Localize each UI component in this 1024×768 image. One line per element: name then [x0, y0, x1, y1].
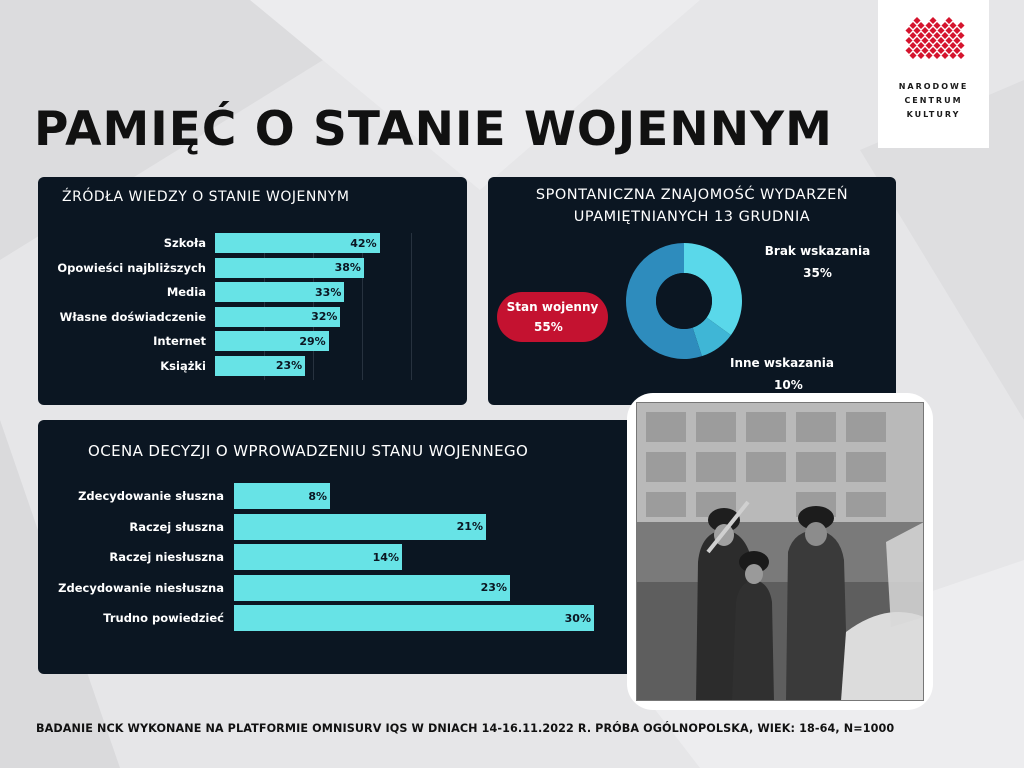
crown-diamond [941, 32, 948, 39]
crown-diamond [941, 52, 948, 59]
donut-label-stan [497, 292, 608, 337]
slice-value: 55% [534, 320, 563, 334]
category-label: Zdecydowanie niesłuszna [58, 580, 224, 595]
chart-subtitle: UPAMIĘTNIANYCH 13 GRUDNIA [573, 209, 811, 225]
category-label: Własne doświadczenie [59, 309, 206, 324]
footer-note: BADANIE NCK WYKONANE NA PLATFORMIE OMNISURV IQS W DNIACH 14-16.11.2022 R. PRÓBA OGÓLNOPOLSKA, WIEK: 18-64, N=1000 [36, 722, 895, 735]
bar [234, 514, 486, 540]
crown-diamond [929, 37, 936, 44]
crown-diamond [913, 27, 920, 34]
crown-diamond [909, 22, 916, 29]
slice-value: 35% [803, 266, 832, 280]
donut-chart [619, 236, 749, 366]
crown-diamond [957, 42, 964, 49]
category-label: Raczej słuszna [129, 519, 224, 534]
crown-diamond [929, 17, 936, 24]
crown-diamond [957, 32, 964, 39]
crown-diamond [925, 22, 932, 29]
crown-diamond [929, 27, 936, 34]
crown-diamond [905, 27, 912, 34]
crown-diamond [929, 47, 936, 54]
category-label: Raczej niesłuszna [109, 550, 224, 564]
crown-icon [878, 0, 989, 80]
crown-diamond [949, 32, 956, 39]
crown-diamond [925, 52, 932, 59]
category-label: Media [166, 285, 206, 299]
bar [234, 483, 330, 509]
crown-diamond [917, 22, 924, 29]
chart-title: OCENA DECYZJI O WPROWADZENIU STANU WOJENNEGO [88, 442, 529, 460]
crown-diamond [917, 52, 924, 59]
slice-value: 10% [774, 378, 803, 392]
nck-logo [878, 0, 989, 148]
crown-diamond [913, 17, 920, 24]
bar [215, 307, 340, 327]
logo-line: KULTURY [906, 110, 961, 119]
category-label: Zdecydowanie słuszna [78, 489, 224, 503]
bar [234, 605, 594, 631]
slice-label: Brak wskazania [764, 244, 871, 258]
crown-diamond [953, 27, 960, 34]
bar [215, 233, 380, 253]
category-label: Książki [160, 358, 206, 373]
crown-diamond [917, 42, 924, 49]
crown-diamond [945, 37, 952, 44]
bar [215, 331, 329, 351]
crown-diamond [937, 37, 944, 44]
bar [215, 258, 364, 278]
crown-diamond [909, 32, 916, 39]
crown-diamond [949, 52, 956, 59]
crown-diamond [953, 37, 960, 44]
chart-title: ŹRÓDŁA WIEDZY O STANIE WOJENNYM [62, 189, 350, 205]
crown-diamond [905, 47, 912, 54]
crown-diamond [917, 32, 924, 39]
stan-wojenny-pill [497, 292, 608, 342]
crown-diamond [949, 22, 956, 29]
crown-diamond [925, 42, 932, 49]
bar-value-label: 38% [334, 261, 361, 274]
crown-diamond [949, 42, 956, 49]
category-label: Opowieści najbliższych [57, 260, 206, 275]
logo-text [878, 80, 989, 122]
bar [234, 544, 402, 570]
bar [234, 575, 510, 601]
category-label: Internet [153, 334, 206, 348]
crown-diamond [909, 42, 916, 49]
bar-value-label: 30% [564, 611, 591, 625]
crown-diamond [909, 52, 916, 59]
bar-value-label: 33% [315, 285, 342, 299]
crown-diamond [913, 47, 920, 54]
donut-label-inne [730, 352, 848, 396]
historical-photo [627, 393, 933, 710]
page-title: PAMIĘĆ O STANIE WOJENNYM [34, 102, 833, 157]
donut-hole [656, 273, 712, 329]
crown-diamond [957, 22, 964, 29]
crown-diamond [957, 52, 964, 59]
crown-diamond [941, 22, 948, 29]
bar [215, 356, 305, 376]
gridline [411, 233, 412, 380]
slice-label: Stan wojenny [506, 300, 599, 314]
bar [215, 282, 344, 302]
logo-line: NARODOWE [898, 82, 969, 91]
category-label: Szkoła [163, 236, 206, 250]
crown-diamond [905, 37, 912, 44]
soldiers-photo-icon [636, 402, 924, 701]
donut-label-brak [755, 240, 880, 284]
crown-diamond [937, 27, 944, 34]
slice-label: Inne wskazania [730, 356, 835, 370]
gridline [362, 233, 363, 380]
crown-diamond [933, 32, 940, 39]
crown-diamond [913, 37, 920, 44]
category-label: Trudno powiedzieć [103, 611, 224, 625]
crown-diamond [933, 42, 940, 49]
bar-value-label: 42% [350, 236, 377, 250]
chart-title: SPONTANICZNA ZNAJOMOŚĆ WYDARZEŃ [535, 187, 849, 203]
crown-diamond [921, 47, 928, 54]
bar-value-label: 23% [480, 581, 507, 594]
crown-diamond [941, 42, 948, 49]
crown-diamond [945, 27, 952, 34]
bar-value-label: 8% [308, 489, 327, 503]
crown-diamond [921, 37, 928, 44]
crown-diamond [953, 47, 960, 54]
crown-diamond [937, 47, 944, 54]
crown-diamond [933, 52, 940, 59]
bar-value-label: 23% [275, 359, 303, 372]
panel-sources [38, 177, 467, 405]
bar-value-label: 14% [372, 550, 399, 564]
panel-evaluation [38, 420, 645, 674]
logo-line: CENTRUM [904, 96, 963, 105]
crown-diamond [925, 32, 932, 39]
bar-value-label: 32% [311, 310, 338, 323]
crown-diamond [933, 22, 940, 29]
bar-value-label: 29% [299, 334, 326, 348]
crown-diamond [921, 27, 928, 34]
bar-value-label: 21% [456, 520, 483, 533]
crown-diamond [945, 47, 952, 54]
crown-diamond [945, 17, 952, 24]
